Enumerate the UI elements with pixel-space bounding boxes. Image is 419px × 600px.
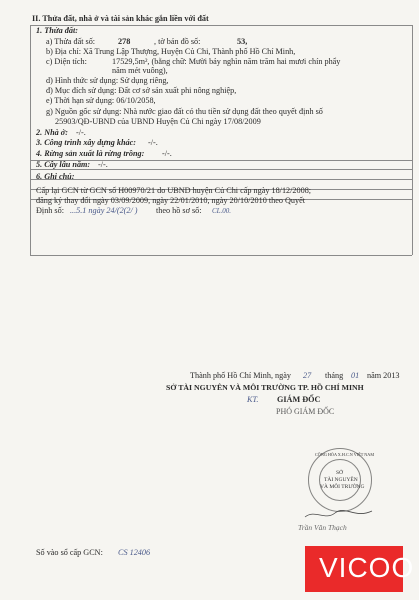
notes-line-3-file: CL.00. <box>212 207 232 215</box>
map-sheet-number: 53, <box>237 37 248 46</box>
month-label: tháng <box>325 371 344 380</box>
notes-line-3-handwriting: ...5.1 ngày 24/(2(2/ ) <box>70 206 138 215</box>
divider <box>30 179 412 180</box>
month-handwriting: 01 <box>351 371 360 380</box>
notes-line-3-label: Định số: <box>36 206 64 215</box>
vicoo-logo <box>305 546 415 592</box>
usage-term: e) Thời hạn sử dụng: 06/10/2058, <box>46 96 156 105</box>
notes-line-3-tail: theo hồ sơ số: <box>156 206 202 215</box>
registry-number: CS 12406 <box>118 548 151 557</box>
director-title: GIÁM ĐỐC <box>277 395 321 404</box>
divider <box>30 25 412 26</box>
area-label: c) Diện tích: <box>46 57 87 66</box>
handwritten-signature <box>300 505 380 525</box>
notes-line-1: Cấp lại GCN từ GCN số H00970/21 do UBND huyện Củ Chi cấp ngày 18/12/2008; <box>36 186 312 195</box>
map-sheet-label: , tờ bản đồ số: <box>154 37 201 46</box>
construction-value: -/-. <box>148 138 158 147</box>
usage-purpose: đ) Mục đích sử dụng: Đất cơ sở sản xuất phi nông nghiệp, <box>46 86 237 95</box>
seal-text-1: SỞ <box>336 470 344 476</box>
signer-name: Trần Văn Thạch <box>298 523 347 532</box>
house-value: -/-. <box>76 128 86 137</box>
perennial-label: 5. Cây lâu năm: <box>36 160 91 169</box>
frame-right <box>412 25 413 255</box>
perennial-value: -/-. <box>98 160 108 169</box>
area-value: 17529,5m², (bằng chữ: Mười bảy nghìn năm trăm hai mươi chín phẩy <box>112 57 341 66</box>
director-prefix: KT. <box>247 395 259 404</box>
notes-line-2: đăng ký thay đổi ngày 03/09/2009, ngày 22/01/2010, ngày 20/10/2010 theo Quyết <box>36 196 306 205</box>
frame-left <box>30 25 31 255</box>
notes-label: 6. Ghi chú: <box>36 172 75 181</box>
parcel-label: a) Thửa đất số: <box>46 37 96 46</box>
seal-rim-text: CỘNG HÒA X.H.C.N VIỆT NAM <box>315 452 375 457</box>
seal-text-2: TÀI NGUYÊN <box>324 477 358 483</box>
parcel-number: 278 <box>118 37 131 46</box>
section-title: II. Thửa đất, nhà ở và tài sản khác gắn liền với đất <box>32 14 209 23</box>
place-date: Thành phố Hồ Chí Minh, ngày <box>190 371 291 380</box>
forest-label: 4. Rừng sản xuất là rừng trồng: <box>36 149 145 158</box>
department: SỞ TÀI NGUYÊN VÀ MÔI TRƯỜNG TP. HỒ CHÍ MINH <box>166 383 364 392</box>
usage-form: d) Hình thức sử dụng: Sử dụng riêng, <box>46 76 169 85</box>
house-label: 2. Nhà ở: <box>36 128 68 137</box>
logo-text: VICOO <box>319 552 415 583</box>
construction-label: 3. Công trình xây dựng khác: <box>36 138 136 147</box>
area-value-cont: năm mét vuông), <box>112 66 168 75</box>
registry-label: Số vào sổ cấp GCN: <box>36 548 103 557</box>
usage-origin: g) Nguồn gốc sử dụng: Nhà nước giao đất có thu tiền sử dụng đất theo quyết định số <box>46 107 323 116</box>
forest-value: -/-. <box>162 149 172 158</box>
day-handwriting: 27 <box>303 371 312 380</box>
divider <box>30 255 412 256</box>
usage-origin-cont: 25903/QĐ-UBND của UBND Huyện Củ Chi ngày 17/08/2009 <box>55 117 261 126</box>
deputy-title: PHÓ GIÁM ĐỐC <box>276 407 335 416</box>
year: năm 2013 <box>367 371 400 380</box>
official-seal <box>308 448 375 512</box>
address: b) Địa chỉ: Xã Trung Lập Thượng, Huyện Củ Chi, Thành phố Hồ Chí Minh, <box>46 47 296 56</box>
seal-text-3: VÀ MÔI TRƯỜNG <box>320 484 365 490</box>
land-heading: 1. Thửa đất: <box>36 26 78 35</box>
